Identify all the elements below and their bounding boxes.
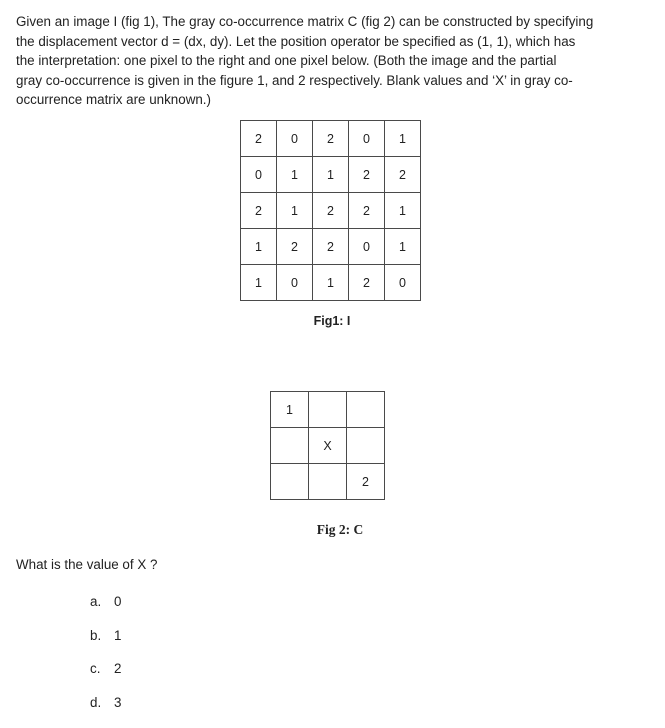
image-matrix-fig1 — [240, 120, 421, 301]
image-matrix-cell: 2 — [385, 157, 421, 193]
image-matrix-cell: 0 — [277, 121, 313, 157]
image-matrix-cell: 1 — [277, 193, 313, 229]
cooccurrence-matrix-cell — [309, 392, 347, 428]
option-letter: c. — [90, 661, 114, 676]
image-matrix-cell: 2 — [313, 193, 349, 229]
fig1-caption: Fig1: I — [240, 314, 424, 328]
image-matrix-cell: 2 — [349, 265, 385, 301]
image-matrix-row — [241, 121, 421, 157]
cooccurrence-matrix-cell — [271, 428, 309, 464]
cooccurrence-matrix-cell — [347, 392, 385, 428]
intro-line: gray co-occurrence is given in the figure 1, and 2 respectively. Blank values and ‘X’ in gray co- — [16, 71, 656, 91]
option-value: 1 — [114, 628, 121, 643]
cooccurrence-matrix-row — [271, 428, 385, 464]
image-matrix-cell: 1 — [313, 157, 349, 193]
image-matrix-cell: 2 — [349, 157, 385, 193]
intro-line: occurrence matrix are unknown.) — [16, 90, 656, 110]
cooccurrence-matrix-fig2 — [270, 391, 385, 500]
image-matrix-row — [241, 157, 421, 193]
image-matrix-cell: 1 — [385, 193, 421, 229]
question-text: What is the value of X ? — [16, 557, 157, 572]
image-matrix-cell: 2 — [241, 193, 277, 229]
cooccurrence-matrix-cell — [271, 464, 309, 500]
answer-option[interactable] — [90, 695, 121, 728]
cooccurrence-matrix-cell: X — [309, 428, 347, 464]
option-value: 3 — [114, 695, 121, 710]
image-matrix-cell: 1 — [313, 265, 349, 301]
intro-line: Given an image I (fig 1), The gray co-occurrence matrix C (fig 2) can be constructed by specifying — [16, 12, 656, 32]
answer-option[interactable] — [90, 628, 121, 662]
intro-line: the displacement vector d = (dx, dy). Let the position operator be specified as (1, 1), which has — [16, 32, 656, 52]
image-matrix-row — [241, 265, 421, 301]
image-matrix-cell: 1 — [385, 229, 421, 265]
image-matrix-cell: 1 — [277, 157, 313, 193]
cooccurrence-matrix-row — [271, 392, 385, 428]
image-matrix-cell: 0 — [277, 265, 313, 301]
answer-option[interactable] — [90, 661, 121, 695]
cooccurrence-matrix-cell — [309, 464, 347, 500]
option-letter: d. — [90, 695, 114, 710]
cooccurrence-matrix-cell: 1 — [271, 392, 309, 428]
image-matrix-cell: 0 — [241, 157, 277, 193]
cooccurrence-matrix-row — [271, 464, 385, 500]
cooccurrence-matrix-cell: 2 — [347, 464, 385, 500]
image-matrix-row — [241, 229, 421, 265]
image-matrix-cell: 2 — [313, 121, 349, 157]
intro-line: the interpretation: one pixel to the right and one pixel below. (Both the image and the partial — [16, 51, 656, 71]
image-matrix-cell: 1 — [385, 121, 421, 157]
image-matrix-cell: 2 — [349, 193, 385, 229]
image-matrix-cell: 2 — [277, 229, 313, 265]
option-letter: b. — [90, 628, 114, 643]
image-matrix-cell: 0 — [349, 229, 385, 265]
image-matrix-cell: 1 — [241, 265, 277, 301]
answer-option[interactable] — [90, 594, 121, 628]
image-matrix-row — [241, 193, 421, 229]
image-matrix-cell: 2 — [313, 229, 349, 265]
question-intro — [16, 12, 656, 110]
option-letter: a. — [90, 594, 114, 609]
image-matrix-cell: 1 — [241, 229, 277, 265]
fig2-caption: Fig 2: C — [270, 522, 410, 538]
option-value: 0 — [114, 594, 121, 609]
image-matrix-cell: 0 — [349, 121, 385, 157]
image-matrix-cell: 0 — [385, 265, 421, 301]
image-matrix-cell: 2 — [241, 121, 277, 157]
cooccurrence-matrix-cell — [347, 428, 385, 464]
option-value: 2 — [114, 661, 121, 676]
answer-options — [90, 594, 121, 728]
